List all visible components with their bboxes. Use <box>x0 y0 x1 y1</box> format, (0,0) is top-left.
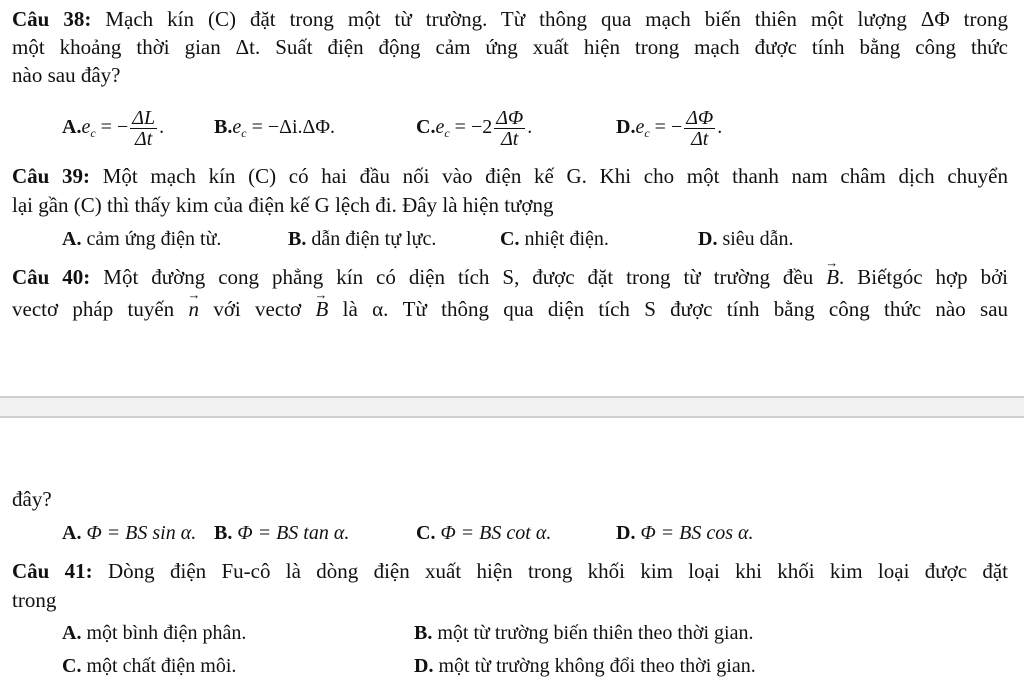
q40-option-c: C. Φ = BS cot α. <box>416 522 552 544</box>
q38-option-c: $C.e_c = -2$ $\frac{\Delta\Phi}{\Delta t}$ . <box>416 107 533 150</box>
q40-line-1: Câu 40: Một đường cong phẳng kín có diện tích S, được đặt trong từ trường đều → B. Biếtgóc hợp bởi <box>12 264 1008 290</box>
q41-line-1: Câu 41: Dòng điện Fu-cô là dòng điện xuất hiện trong khối kim loại khi khối kim loại được đặt <box>12 559 1009 583</box>
q38-d-fraction: $\frac{\Delta\Phi}{\Delta t}$ <box>686 107 714 150</box>
vector-b-2: → B <box>315 297 328 321</box>
q40-option-b: B. Φ = BS tan α. <box>214 522 350 544</box>
q38-option-d: $D.e_c$ = − $\frac{\Delta\Phi}{\Delta t}$ . <box>616 107 723 150</box>
q38-a-fraction: $\frac{\Delta L}{\Delta t}$ <box>132 107 156 150</box>
q39-option-d: D. siêu dẫn. <box>698 228 794 250</box>
q40-line-2: vectơ pháp tuyến → n với vectơ → B là α. Từ thông qua diện tích S được tính bằng công thức nào sau <box>12 296 1008 322</box>
q39-option-a: A. cảm ứng điện từ. <box>62 228 222 250</box>
vector-n: → n <box>189 297 200 321</box>
q39-option-c: C. nhiệt điện. <box>500 228 609 250</box>
page-break-bottom <box>0 416 1024 418</box>
q40-label: Câu 40: <box>12 265 91 289</box>
q39-label: Câu 39: <box>12 164 91 188</box>
q38-option-b: $B.e_c = -\Delta i.\Delta\Phi$. <box>214 116 336 140</box>
q39-line-1 <box>12 163 1008 189</box>
vector-b: → B <box>826 265 839 289</box>
q39-line-2: lại gần (C) thì thấy kim của điện kế G lệch đi. Đây là hiện tượng <box>12 193 554 217</box>
q39-text-1: Một mạch kín (C) có hai đầu nối vào điện kế G. Khi cho một thanh nam châm dịch chuyển <box>102 164 1008 188</box>
q41-option-a: A. một bình điện phân. <box>62 622 247 644</box>
q41-line-2: trong <box>12 588 57 612</box>
q41-option-b: B. một từ trường biến thiên theo thời gian. <box>414 622 754 644</box>
q38-text-1: Mạch kín (C) đặt trong một từ trường. Từ thông qua mạch biến thiên một lượng ΔΦ trong <box>105 7 1008 31</box>
q38-option-a: $A.e_c$ = − $\frac{\Delta L}{\Delta t}$ . <box>62 107 165 150</box>
q38-c-fraction: $\frac{\Delta\Phi}{\Delta t}$ <box>496 107 524 150</box>
q38-line-3: nào sau đây? <box>12 63 121 87</box>
q40-option-a: A. Φ = BS sin α. <box>62 522 197 544</box>
q38-line-2: một khoảng thời gian Δt. Suất điện động cảm ứng xuất hiện trong mạch được tính bằng công thức <box>12 35 1008 59</box>
q39-option-b: B. dẫn điện tự lực. <box>288 228 437 250</box>
q41-option-c: C. một chất điện môi. <box>62 655 237 677</box>
q40-line-3: đây? <box>12 487 52 511</box>
q38-label: Câu 38: <box>12 7 92 31</box>
q40-option-d: D. Φ = BS cos α. <box>616 522 754 544</box>
page-break <box>0 398 1024 416</box>
q41-label: Câu 41: <box>12 559 93 583</box>
q38-line-1 <box>12 6 1008 32</box>
q41-option-d: D. một từ trường không đổi theo thời gian. <box>414 655 756 677</box>
